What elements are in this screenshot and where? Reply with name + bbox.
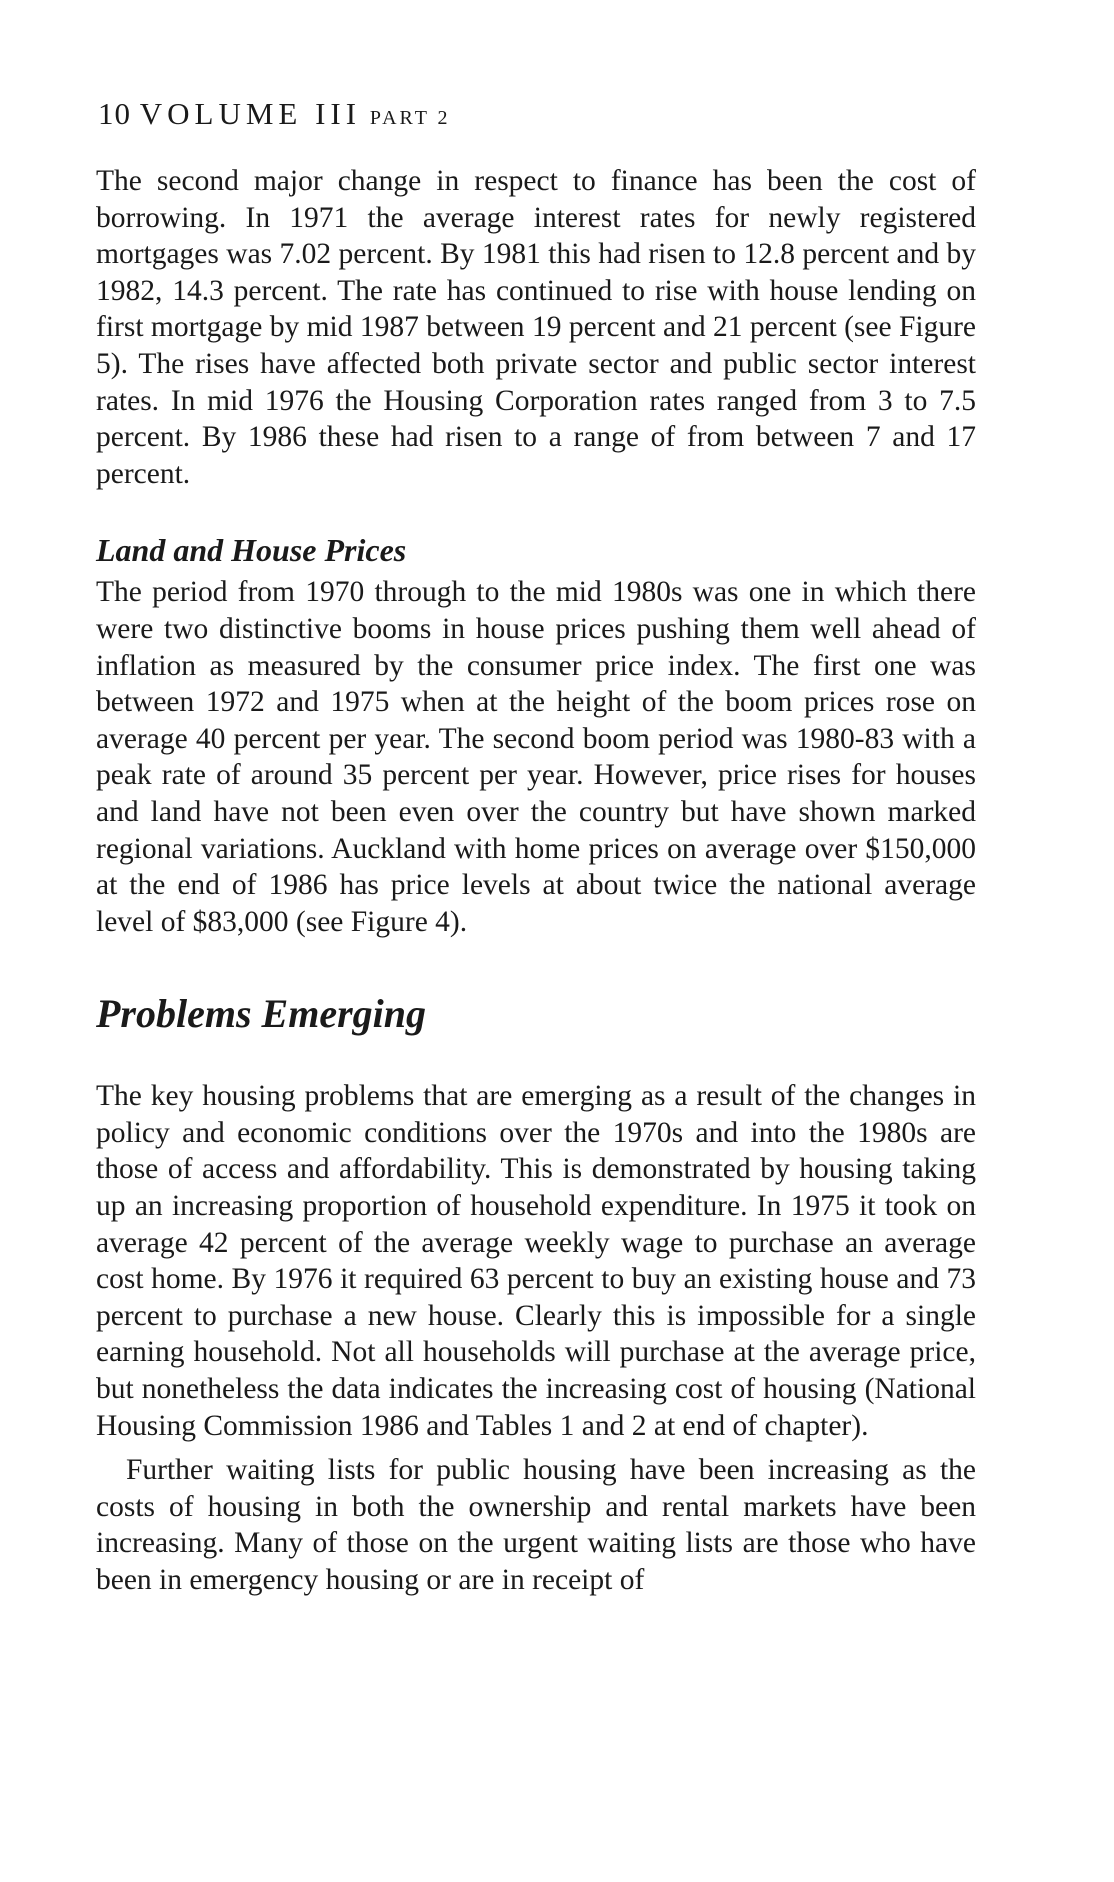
subheading-land-house-prices: Land and House Prices xyxy=(96,532,407,569)
heading-problems-emerging: Problems Emerging xyxy=(96,991,427,1037)
part-label: PART 2 xyxy=(369,107,451,129)
paragraph-problems-1: The key housing problems that are emerging as a result of the changes in policy and economic conditions over the 1970s and into the 1980s are those of access and affordability. This is demonstrated by housing taking up an increasing proportion of household expenditure. In 1975 it took on average 42 percent of the average weekly wage to purchase an average cost home. By 1976 it required 63 percent to buy an existing house and 73 percent to purchase a new house. Clearly this is impossible for a single earning household. Not all households will purchase at the average price, but nonetheless the data indicates the increasing cost of housing (National Housing Commission 1986 and Tables 1 and 2 at end of chapter). xyxy=(96,1080,976,1442)
paragraph-land-house-prices: The period from 1970 through to the mid 1980s was one in which there were two distinctive booms in house prices pushing them well ahead of inflation as measured by the consumer price index. The first one was between 1972 and 1975 when at the height of the boom prices rose on average 40 percent per year. The second boom period was 1980-83 with a peak rate of around 35 percent per year. However, price rises for houses and land have not been even over the country but have shown marked regional variations. Auckland with home prices on average over $150,000 at the end of 1986 has price levels at about twice the national average level of $83,000 (see Figure 4). xyxy=(96,576,976,938)
page-number: 10 xyxy=(98,96,131,131)
paragraph-finance-cost: The second major change in respect to finance has been the cost of borrowing. In 1971 the average interest rates for newly registered mortgages was 7.02 percent. By 1981 this had risen to 12.8 percent and by 1982, 14.3 percent. The rate has continued to rise with house lending on first mortgage by mid 1987 between 19 percent and 21 percent (see Figure 5). The rises have affected both private sector and public sector interest rates. In mid 1976 the Housing Corporation rates ranged from 3 to 7.5 percent. By 1986 these had risen to a range of from between 7 and 17 percent. xyxy=(96,165,976,490)
volume-label: VOLUME III xyxy=(139,96,362,131)
paragraph-problems-2: Further waiting lists for public housing have been increasing as the costs of housing in both the ownership and rental markets have been increasing. Many of those on the urgent waiting lists are those who have been in emergency housing or are in receipt of xyxy=(96,1454,976,1596)
body-column xyxy=(96,163,976,1599)
running-head xyxy=(98,96,451,132)
